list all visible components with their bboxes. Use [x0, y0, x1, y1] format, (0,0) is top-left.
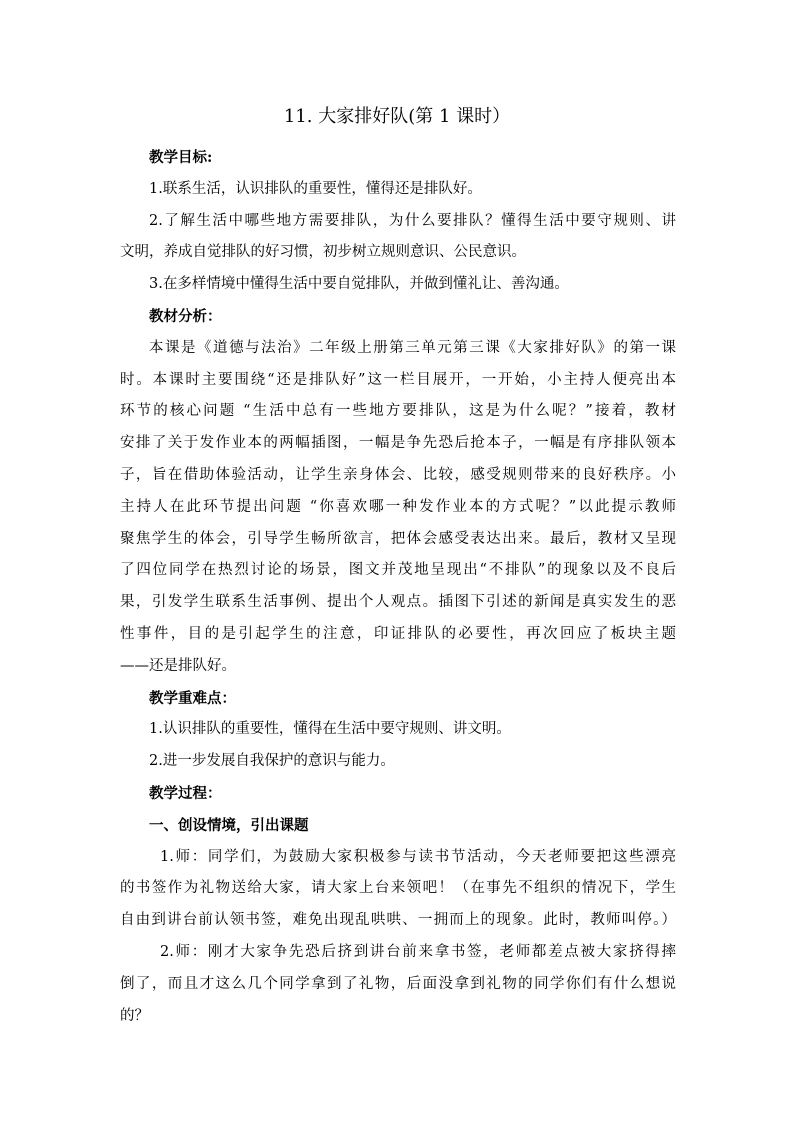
process-line: 2.师：刚才大家争先恐后挤到讲台前来拿书签，老师都差点被大家挤得摔 [160, 943, 676, 960]
analysis-line: ——还是排队好。 [120, 657, 236, 674]
analysis-line: 聚焦学生的体会，引导学生畅所欲言，把体会感受表达出来。最后，教材又呈现 [120, 530, 676, 547]
difficulty-item: 2.进一步发展自我保护的意识与能力。 [149, 753, 395, 770]
analysis-line: 性事件，目的是引起学生的注意，印证排队的必要性，再次回应了板块主题 [120, 625, 676, 642]
process-section-heading: 一、创设情境，引出课题 [149, 816, 309, 834]
analysis-heading: 教材分析： [149, 307, 222, 325]
process-heading: 教学过程： [149, 784, 222, 802]
objectives-heading: 教学目标: [149, 149, 213, 166]
analysis-line: 时。本课时主要围绕“还是排队好”这一栏目展开，一开始，小主持人便亮出本 [120, 371, 676, 388]
analysis-line: 本课是《道德与法治》二年级上册第三单元第三课《大家排好队》的第一课 [149, 339, 676, 356]
objective-item: 3.在多样情境中懂得生活中要自觉排队，并做到懂礼让、善沟通。 [149, 276, 569, 293]
process-line: 自由到讲台前认领书签，难免出现乱哄哄、一拥而上的现象。此时，教师叫停。） [120, 912, 676, 929]
objective-item: 1.联系生活，认识排队的重要性，懂得还是排队好。 [149, 180, 482, 197]
analysis-line: 环节的核心问题 “生活中总有一些地方要排队，这是为什么呢？”接着，教材 [120, 403, 676, 420]
difficulty-item: 1.认识排队的重要性，懂得在生活中要守规则、讲文明。 [149, 721, 511, 738]
analysis-line: 安排了关于发作业本的两幅插图，一幅是争先恐后抢本子，一幅是有序排队领本 [120, 435, 676, 452]
difficulties-heading: 教学重难点： [149, 689, 236, 707]
objective-item-continued: 文明，养成自觉排队的好习惯，初步树立规则意识、公民意识。 [120, 244, 526, 261]
analysis-line: 子，旨在借助体验活动，让学生亲身体会、比较，感受规则带来的良好秩序。小 [120, 466, 676, 483]
lesson-title: 11. 大家排好队(第 1 课时） [283, 106, 511, 127]
analysis-line: 主持人在此环节提出问题 “你喜欢哪一种发作业本的方式呢？”以此提示教师 [120, 498, 676, 515]
objective-item: 2.了解生活中哪些地方需要排队，为什么要排队？懂得生活中要守规则、讲 [149, 212, 676, 229]
analysis-line: 了四位同学在热烈讨论的场景，图文并茂地呈现出“不排队”的现象以及不良后 [120, 562, 676, 579]
process-line: 倒了，而且才这么几个同学拿到了礼物，后面没拿到礼物的同学你们有什么想说 [120, 975, 676, 992]
process-line: 的？ [120, 1007, 149, 1024]
analysis-line: 果，引发学生联系生活事例、提出个人观点。插图下引述的新闻是真实发生的恶 [120, 594, 676, 611]
process-line: 1.师：同学们，为鼓励大家积极参与读书节活动，今天老师要把这些漂亮 [160, 848, 676, 865]
lesson-body [120, 142, 676, 1032]
process-line: 的书签作为礼物送给大家，请大家上台来领吧！（在事先不组织的情况下，学生 [120, 880, 676, 897]
